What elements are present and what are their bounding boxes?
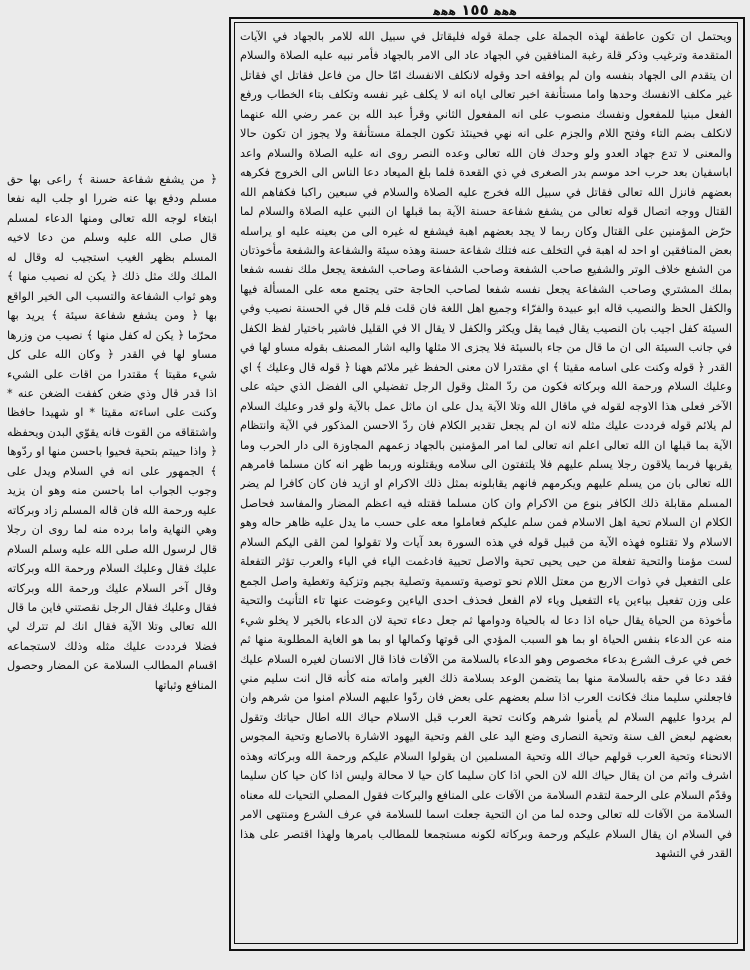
main-commentary-text	[240, 27, 732, 935]
margin-paragraph: ﴿ من يشفع شفاعة حسنة ﴾ راعى بها حق مسلم ودفع بها عنه ضررا او جلب اليه نفعا ابتغاء لوجه الله تعالى ومنها الدعاء لمسلم قال صلى الله عليه وسلم من دعا لاخيه المسلم بظهر الغيب استجيب له وقال له الملك ولك مثل ذلك ﴿ يكن له نصيب منها ﴾ وهو ثواب الشفاعة والتسبب الى الخير الواقع بها ﴿ ومن يشفع شفاعة سيئة ﴾ يريد بها محرّما ﴿ يكن له كفل منها ﴾ نصيب من وزرها مساو لها في القدر ﴿ وكان الله على كل شيء مقيتا ﴾ مقتدرا من اقات على الشيء اذا قدر قال وذي ضغن كففت الضغن عنه * وكنت على اساءته مقيتا * او شهيدا حافظا واشتقاقه من القوت فانه يقوّي البدن ويحفظه ﴿ واذا حييتم بتحية فحيوا باحسن منها او ردّوها ﴾ الجمهور على انه في السلام ويدل على وجوب الجواب اما باحسن منه وهو ان يزيد عليه ورحمة الله فان قاله المسلم زاد وبركاته وهي النهاية واما برده منه لما روى ان رجلا قال لرسول الله صلى الله عليه وسلم السلام عليك فقال وعليك السلام ورحمة الله وبركاته وقال آخر السلام عليك ورحمة الله وبركاته فقال وعليك فقال الرجل نقصتني فاين ما قال الله تعالى وتلا الآية فقال انك لم تترك لي فضلا فرددت عليك مثله وذلك لاستجماعه اقسام المطالب السلامة عن المضار وحصول المنافع وثباتها	[7, 173, 217, 692]
ornament-right: ﻫﻫﻫ	[433, 5, 457, 18]
page-number: ١٥٥	[461, 1, 489, 19]
margin-gloss-text	[7, 170, 217, 700]
ornament-left: ﻫﻫﻫ	[493, 5, 517, 18]
main-paragraph: ويحتمل ان تكون عاطفة لهذه الجملة على جملة قوله فليقاتل في سبيل الله للامر بالجهاد في الآيات المتقدمة وترغيب وذكر قلة رغبة المنافقين في الجهاد عاد الى الامر بالجهاد فأمر نبيه عليه الصلاة والسلام ان يتقدم الى الجهاد بنفسه وان لم يوافقه احد وقوله لانكلف الانفسك امّا حال من فاعل فقاتل اي فقاتل غير مكلف الانفسك وحدها واما مستأنفة اخبر تعالى اياه انه لا يكلف غير نفسه وتكلف بتاء الخطاب ورفع الفعل مبنيا للمفعول ونفسك منصوب على انه المفعول الثاني وقرأ عبد الله بن عمر رضي الله عنهما لانكلف بضم التاء وفتح اللام والجزم على انه نهي فحينئذ تكون الجملة مستأنفة ولا يجوز ان تكون حالا والمعنى لا تدع جهاد العدو ولو وحدك فان الله تعالى وعده النصر روى انه عليه الصلاة والسلام واعد اباسفيان بعد حرب احد موسم بدر الصغرى في ذي القعدة فلما بلغ الميعاد دعا الناس الى الخروج فكرهه بعضهم فانزل الله تعالى فقاتل في سبيل الله فخرج عليه الصلاة والسلام في سبعين راكبا فكفاهم الله القتال ووجه اتصال قوله تعالى من يشفع شفاعة حسنة الآية بما قبلها ان النبي عليه الصلاة والسلام لما حرّض المؤمنين على القتال وكان ربما لا يجد بعضهم اهبة فيشفع له غيره الى من بعينه عليه او يراسله بعض المنافقين او احد له اهبة في التخلف عنه فتلك شفاعة حسنة وهذه سيئة والشفاعة والشفعة مأخوذتان من الشفع خلاف الوتر والشفيع صاحب الشفعة وصاحب الشفاعة وصاحب الشفعة يجعل ملك نفسه شفعا بملك المشتري وصاحب الشفاعة يجعل نفسه شفعا لصاحب الحاجة حتى يجتمع معه على المسألة فيها والكفل الحظ والنصيب قاله ابو عبيدة والفرّاء وجميع اهل اللغة فان قلت فلم قال في الحسنة نصيب وفي السيئة كفل اجيب بان النصيب يقال فيما يقل ويكثر والكفل لا يقال الا في القليل فاشير باختيار لفظ الكفل في جانب السيئة الى ان ما قال من جاء بالسيئة فلا يجزى الا مثلها واليه اشار المصنف بقوله مساو لها في القدر ﴿ قوله وكنت على اسامه مقيتا ﴾ اي مقتدرا لان معنى الحفظ غير ملائم ههنا ﴿ قوله قال وعليك ﴾ اي وعليك السلام ورحمة الله وبركاته فكون من ردّ المثل وقول الرجل تفضيلي الى الفضل الذي حيثه على الآخر فعلى هذا الاوجه لقوله في ماقال الله وتلا الآية يدل على ان ماثل عمل بالآية ولو قدر وعليك السلام لم يلائم قوله فرددت عليك مثله لانه ان لم يجعل تقدير الكلام فان ردّ الاحسن المذكور في الآية وانتظام الآية بما قبلها ان الله تعالى اعلم انه تعالى لما امر المؤمنين بالجهاد زعمهم المجاوزة الى دار الحرب وما يقربها فربما يلاقون رجلا يسلم عليهم فلا يلتفتون الى سلامه ويقتلونه وربما ظهر انه كان مسلما فامرهم الله تعالى بان من يسلم عليهم ويكرمهم فانهم يقابلونه بمثل ذلك الاكرام او ازيد فان كان كافرا لم يضر المسلم مقابلة ذلك الكافر بنوع من الاكرام وان كان مسلما فقتله فيه اعظم المضار والمفاسد فحاصل الكلام ان السلام تحية اهل الاسلام فمن سلم عليكم فعاملوا معه على حسب ما يدل عليه ظاهر حاله وهو الاسلام ولا تقتلوه فهذه الآية من قبيل قوله في هذه السورة بعد آيات ولا تقولوا لمن القى اليكم السلام لست مؤمنا والتحية تفعلة من حيى يحيى تحية والاصل تحيية فادغمت الياء في الياء والعرب تؤثر التفعلة على التفعيل في ذوات الاربع من معتل اللام نحو توصية وتسمية وتصلية بجيم وتزكية وتغطية واصل الجمع على وزن تفعيل بياءين ياء التفعيل وياء لام الفعل فحذف احدى الياءين وعوضت عنها تاء التأنيث والتحية مأخوذة من الحياة يقال حياه اذا دعا له بالحياة ودوامها ثم جعل دعاء تحية لان الدعاء بالخير لا يخلو شيء منه عن الدعاء بنفس الحياة او بما هو السبب المؤدي الى قوتها وكمالها او بما هو الغاية المطلوبة منها ثم خص في عرف الشرع بدعاء مخصوص وهو الدعاء بالسلامة من الآفات فاذا قال الانسان لغيره السلام عليك فقد دعا في حقه بالسلامة منها بما يتضمن الوعد بسلامة ذلك الغير واماته منه كأنه قال انت سليم مني فاجعلني سليما منك فكانت العرب اذا سلم بعضهم على بعض فان ردّوا عليهم السلام امنوا من شرهم وان لم يردوا عليهم السلام لم يأمنوا شرهم وكانت تحية العرب قبل الاسلام حياك الله اطال حياتك وتقول بعضهم لبعض الف سنة وتحية النصارى وضع اليد على الفم وتحية اليهود الاشارة بالاصابع وتحية المجوس الانحناء وتحية العرب قولهم حياك الله وتحية المسلمين ان يقولوا السلام عليكم ورحمة الله وبركاته وهذه اشرف واتم من ان يقال حياك الله لان الحي اذا كان سليما كان حيا لا محالة وليس اذا كان حيا كان سليما وقدّم السلام على الرحمة لتقدم السلامة من الآفات على المنافع والبركات فقول المصلي التحيات لله معناه السلامة من الآفات لله تعالى وحده لما من ان التحية جعلت اسما للسلامة في عرف الشرع ومنتهى الامر في السلام ان يقال السلام عليكم ورحمة وبركاته لكونه مستجمعا للمطالب بامرها ولهذا اقتصر على هذا القدر في التشهد	[240, 30, 732, 861]
